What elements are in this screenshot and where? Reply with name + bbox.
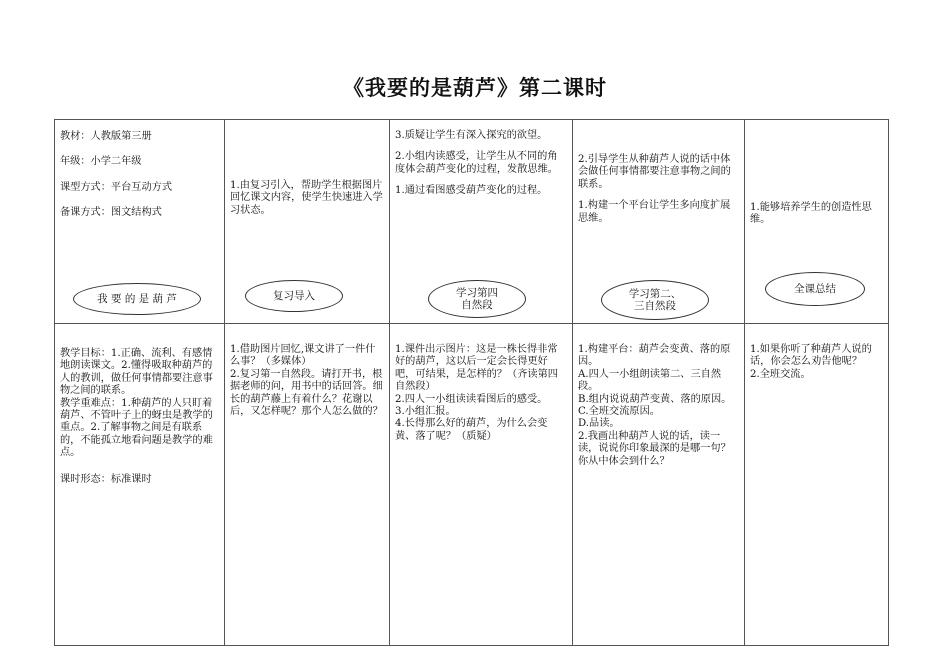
- key-points-text: 教学重难点：1.种葫芦的人只盯着葫芦、不管叶子上的蚜虫是教学的重点。2.了解事物之间是有联系的，不能孤立地看问题是教学的难点。: [60, 397, 213, 459]
- table-row: [55, 324, 889, 646]
- oval-main-topic: [73, 283, 201, 315]
- summary-goal-text: 1.能够培养学生的创造性思维。: [750, 202, 872, 226]
- meta-cell: [55, 120, 225, 324]
- teaching-goals-text: 教学目标：1.正确、流利、有感情地朗读课文。2.懂得吸取种葫芦的人的教训，做任何事情都要注意事物之间的联系。: [60, 348, 213, 397]
- section23-steps-text: 1.构建平台：葫芦会变黄、落的原因。 A.四人一小组朗读第二、三自然段。 B.组内说说葫芦变黄、落的原因。 C.全班交流原因。 D.品读。 2.我画出种葫芦人说的话，读一读，说说你印象最深的是哪一句？你从中体会到什么？: [578, 344, 732, 467]
- oval-section23: [601, 280, 709, 320]
- table-row: [55, 120, 889, 324]
- oval-review: [245, 280, 343, 312]
- oval-section4: [428, 280, 526, 318]
- section4-steps-cell: [390, 324, 573, 646]
- section4-goal-1: 1.通过看图感受葫芦变化的过程。: [395, 185, 548, 197]
- review-steps-cell: [225, 324, 390, 646]
- lesson-form-text: 课时形态：标准课时: [60, 473, 152, 485]
- review-goal-text: 1.由复习引入，帮助学生根据图片回忆课文内容，使学生快速进入学习状态。: [230, 180, 383, 216]
- review-goal-cell: [225, 120, 390, 324]
- review-steps-text: 1.借助图片回忆,课文讲了一件什么事？（多媒体） 2.复习第一自然段。请打开书，根据老师的问，用书中的话回答。细长的葫芦藤上有着什么？花谢以后，又怎样呢？那个人怎么做的？: [230, 344, 383, 418]
- lesson-plan-table: [54, 119, 889, 646]
- oval-section4-label: 学习第四 自然段: [456, 287, 498, 311]
- section4-goal-3: 3.质疑让学生有深入探究的欲望。: [395, 130, 548, 141]
- oval-main-topic-label: 我 要 的 是 葫 芦: [97, 293, 177, 305]
- oval-review-label: 复习导入: [273, 290, 315, 302]
- oval-summary-label: 全课总结: [794, 283, 836, 295]
- lesson-type-label: 课型方式：平台互动方式: [60, 181, 173, 193]
- section4-goal-2: 2.小组内读感受，让学生从不同的角度体会葫芦变化的过程，发散思维。: [395, 151, 558, 175]
- oval-summary: [765, 272, 865, 306]
- summary-goal-cell: [745, 120, 889, 324]
- section4-steps-text: 1.课件出示图片：这是一株长得非常好的葫芦，这以后一定会长得更好吧，可结果，是怎样的？（齐读第四自然段） 2.四人一小组读读看图后的感受。 3.小组汇报。 4.长得那么好的葫芦，为什么会变黄、落了呢？（质疑）: [395, 344, 558, 442]
- prep-method-label: 备课方式：图文结构式: [60, 207, 162, 219]
- oval-section23-label: 学习第二、 三自然段: [628, 288, 682, 312]
- summary-steps-text: 1.如果你听了种葫芦人说的话，你会怎么劝告他呢？ 2.全班交流。: [750, 344, 872, 380]
- section23-goal-2: 2.引导学生从种葫芦人说的话中体会做任何事情都要注意事物之间的联系。: [578, 154, 731, 190]
- summary-steps-cell: [745, 324, 889, 646]
- textbook-label: 教材：人教版第三册: [60, 131, 152, 142]
- objectives-cell: [55, 324, 225, 646]
- page-title: 《我要的是葫芦》第二课时: [343, 76, 607, 100]
- section23-steps-cell: [573, 324, 745, 646]
- section4-goal-cell: [390, 120, 573, 324]
- section23-goal-cell: [573, 120, 745, 324]
- section23-goal-1: 1.构建一个平台让学生多向度扩展思维。: [578, 200, 731, 224]
- grade-label: 年级：小学二年级: [60, 156, 142, 168]
